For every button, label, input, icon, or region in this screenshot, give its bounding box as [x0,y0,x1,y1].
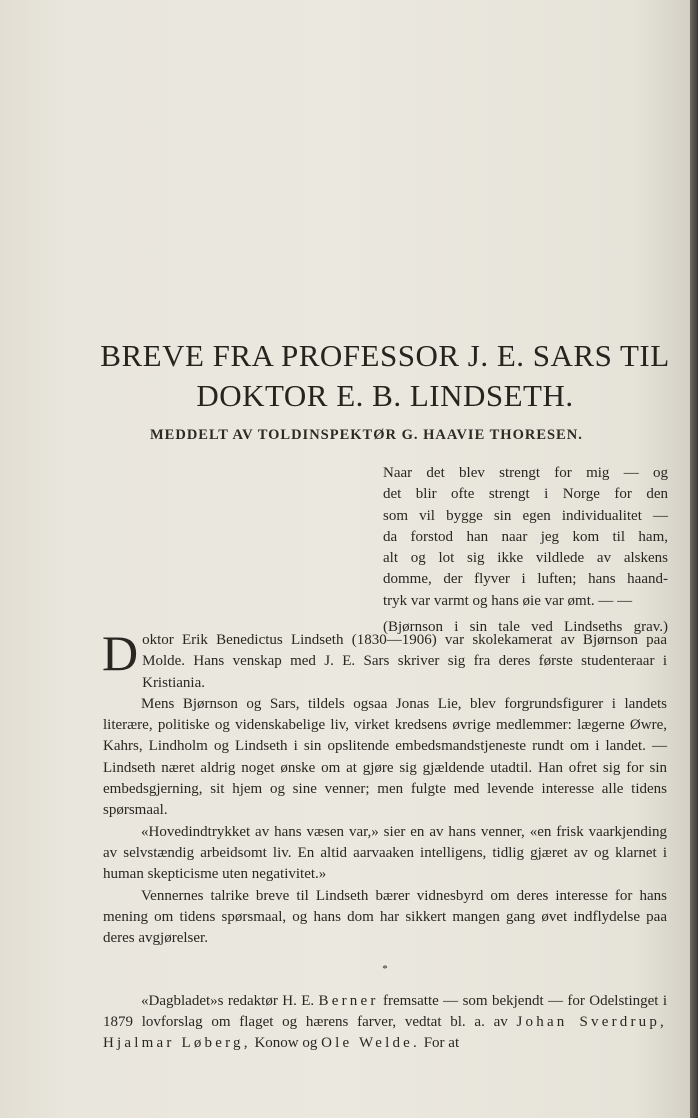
epigraph-line: domme, der flyver i luften; hans haand- [383,571,668,588]
article-title-line-1: BREVE FRA PROFESSOR J. E. SARS TIL [100,338,670,373]
paragraph-5-part: For at [423,1035,460,1052]
paragraph-4: Vennernes talrike breve til Lindseth bærer vidnesbyrd om deres interesse for hans mening om tidens spørsmaal, og hans dom har sikkert mangen gang øvet indflydelse paa deres avgjørelser. [103,887,667,947]
spaced-name: Johan Sverdrup, Hjalmar Løberg, [103,1014,668,1052]
paragraph-1-text: oktor Erik Benedictus Lindseth (1830—1906) var skolekamerat av Bjørnson paa Molde. Hans venskap med J. E. Sars skriver sig fra deres første studenteraar i Kristiania. [142,632,667,691]
epigraph-line: som vil bygge sin egen individualitet — [383,507,668,524]
epigraph-line: alt og lot sig ikke vildlede av alskens [383,550,668,567]
epigraph-source: (Bjørnson i sin tale ved Lindseths grav.) [383,619,668,636]
epigraph [383,463,668,638]
spaced-name: Ole Welde. [321,1035,420,1052]
paragraph-5-part: «Dagbladet»s redaktør H. E. [141,992,315,1009]
epigraph-line: da forstod han naar jeg kom til ham, [383,528,668,545]
article-subtitle: MEDDELT AV TOLDINSPEKTØR G. HAAVIE THORESEN. [150,427,583,443]
drop-cap: D [102,625,139,681]
section-separator: * [382,963,388,976]
paragraph-3: «Hovedindtrykket av hans væsen var,» sier en av hans venner, «en frisk vaarkjending av selvstændig arbeidsomt liv. En altid aarvaaken intelligens, tidlig gjæret av og klarnet i human skepticisme uten negativitet.» [103,823,667,883]
paragraph-2: Mens Bjørnson og Sars, tildels ogsaa Jonas Lie, blev forgrundsfigurer i landets literære, politiske og videnskabelige liv, virket kredsens øvrige medlemmer: lægerne Øwre, Kahrs, Lindholm og Lindseth i sin opslitende embedsmandstjeneste rundt om i landet. — Lindseth næret aldrig noget ønske om at gjøre sig gjældende utadtil. Han ofret sig for sin embedsgjerning, sit hjem og sine venner; men fulgte med levende interesse alle tidens spørsmaal. [103,695,667,819]
page-edge-shadow [690,0,698,1118]
paragraph-5-part: Konow og [254,1035,318,1052]
paragraph-5 [103,991,667,1055]
article-title-line-2: DOKTOR E. B. LINDSETH. [196,378,574,413]
spaced-name: Berner [318,992,379,1009]
epigraph-line: Naar det blev strengt for mig — og [383,465,668,481]
epigraph-line: det blir ofte strengt i Norge for den [383,486,668,503]
paragraph-5-part: fremsatte — som bekjendt — for Odelstinget i 1879 lovforslag om flaget og hærens farver, vedtat bl. a. av [103,992,668,1031]
epigraph-line: tryk var varmt og hans øie var ømt. — — [383,592,633,609]
